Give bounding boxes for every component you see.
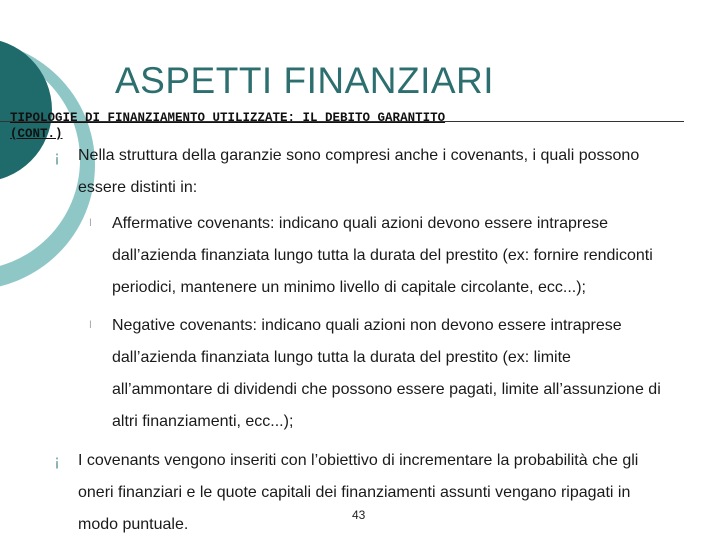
bullet-line: I covenants vengono inseriti con l’obiettivo di incrementare la probabilità che gli bbox=[78, 452, 639, 469]
page-number: 43 bbox=[352, 508, 366, 522]
bullet-text bbox=[78, 140, 720, 204]
subbullet-marker-icon: l bbox=[89, 320, 92, 331]
subbullet-line: dall’azienda finanziata lungo tutta la durata del prestito (ex: limite bbox=[112, 349, 571, 366]
subtitle-line-2: (CONT.) bbox=[10, 127, 63, 141]
bullet-marker-icon: ¡ bbox=[54, 148, 61, 166]
bullet-line: Nella struttura della garanzie sono compresi anche i covenants, i quali possono bbox=[78, 147, 640, 164]
bullet-text bbox=[78, 445, 720, 541]
subbullet-marker-icon: l bbox=[89, 218, 92, 229]
bullet-marker-icon: ¡ bbox=[54, 452, 61, 470]
subbullet-line: Negative covenants: indicano quali azioni non devono essere intraprese bbox=[112, 317, 622, 334]
subbullet-text bbox=[112, 208, 720, 304]
bullet-line: oneri finanziari e le quote capitali dei finanziamenti assunti vengano ripagati in bbox=[78, 484, 631, 501]
subbullet-line: altri finanziamenti, ecc...); bbox=[112, 413, 294, 430]
bullet-line: modo puntuale. bbox=[78, 516, 189, 533]
subbullet-text bbox=[112, 310, 720, 438]
slide-title: ASPETTI FINANZIARI bbox=[115, 60, 495, 101]
subbullet-line: periodici, mantenere un minimo livello di capitale circolante, ecc...); bbox=[112, 279, 586, 296]
subtitle-line-1: TIPOLOGIE DI FINANZIAMENTO UTILIZZATE: IL DEBITO GARANTITO bbox=[10, 111, 446, 125]
subbullet-line: all’ammontare di dividendi che possono essere pagati, limite all’assunzione di bbox=[112, 381, 661, 398]
slide-subtitle bbox=[10, 110, 570, 142]
subbullet-line: dall’azienda finanziata lungo tutta la durata del prestito (ex: fornire rendiconti bbox=[112, 247, 653, 264]
bullet-line: essere distinti in: bbox=[78, 179, 198, 196]
subbullet-line: Affermative covenants: indicano quali azioni devono essere intraprese bbox=[112, 215, 608, 232]
